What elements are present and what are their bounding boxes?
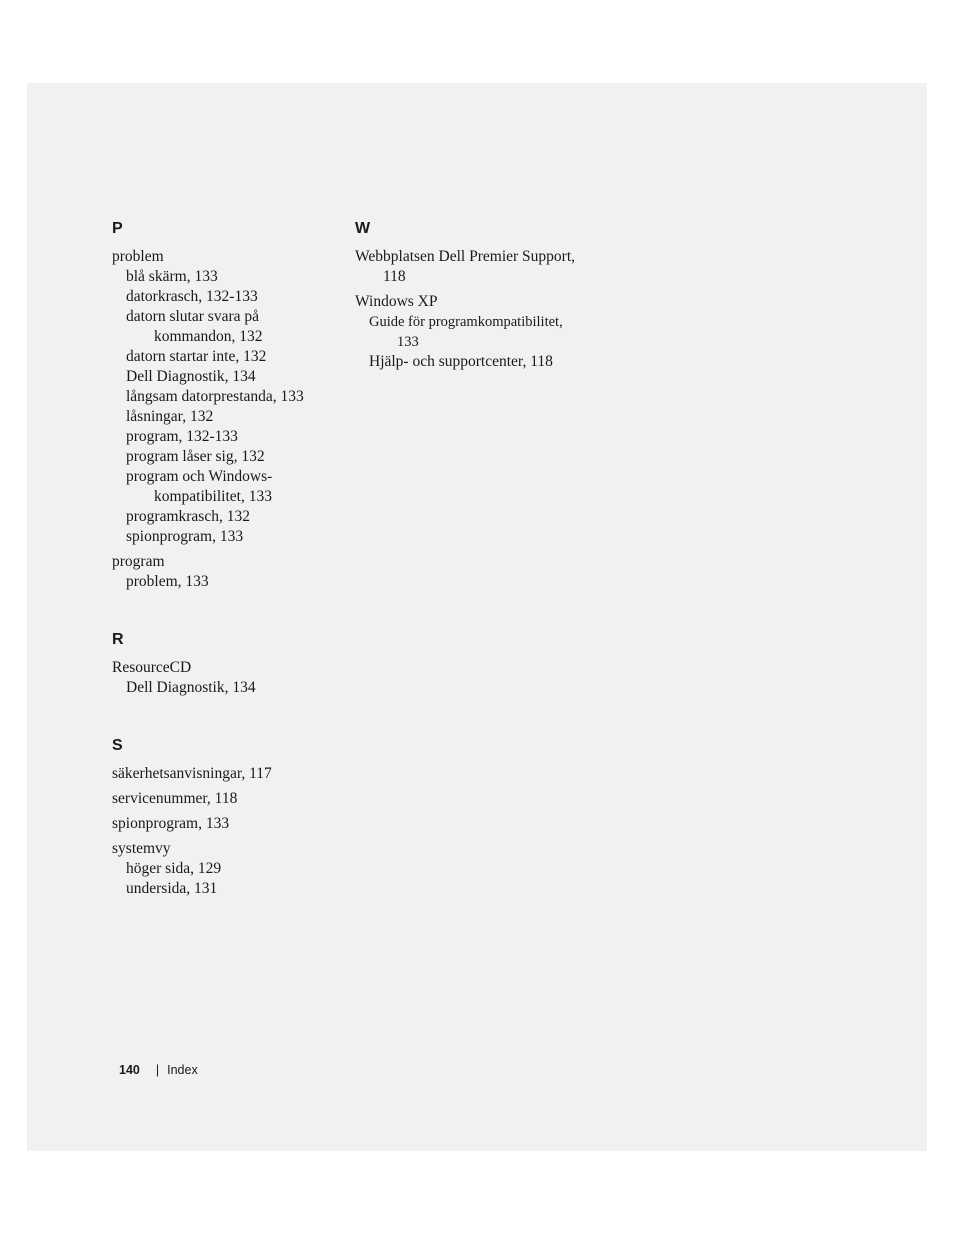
footer-section-title: Index xyxy=(167,1063,198,1077)
index-subentry: blå skärm, 133 xyxy=(126,268,218,285)
index-subentry: datorkrasch, 132-133 xyxy=(126,288,258,305)
index-section-p xyxy=(112,219,342,592)
index-subentry: program låser sig, 132 xyxy=(126,448,265,465)
index-column-right xyxy=(355,219,595,410)
index-subentry: Hjälp- och supportcenter, 118 xyxy=(369,353,553,370)
index-subentry: långsam datorprestanda, 133 xyxy=(126,388,304,405)
index-subentry: problem, 133 xyxy=(126,573,209,590)
index-entry xyxy=(112,789,342,809)
section-letter: S xyxy=(112,737,123,754)
index-entry xyxy=(112,839,342,899)
index-entry xyxy=(112,764,342,784)
index-subentry: programkrasch, 132 xyxy=(126,508,250,525)
index-entry xyxy=(112,658,342,698)
index-subentry: höger sida, 129 xyxy=(126,860,222,877)
section-letter: W xyxy=(355,220,371,237)
index-entry xyxy=(355,292,595,372)
page-footer xyxy=(119,1062,198,1078)
index-term: Windows XP xyxy=(355,293,438,310)
index-term: servicenummer, 118 xyxy=(112,790,238,807)
index-section-r xyxy=(112,630,342,698)
index-entry xyxy=(355,247,595,287)
index-entry xyxy=(112,552,342,592)
index-subentry: Guide för programkompatibilitet, 133 xyxy=(369,314,563,350)
index-page xyxy=(27,83,927,1151)
index-subentry: datorn startar inte, 132 xyxy=(126,348,267,365)
section-letter: R xyxy=(112,631,124,648)
index-entry xyxy=(112,814,342,834)
page-number: 140 xyxy=(119,1063,140,1077)
index-term: spionprogram, 133 xyxy=(112,815,230,832)
index-subentry: program och Windows-kompatibilitet, 133 xyxy=(126,468,273,505)
index-subentry: undersida, 131 xyxy=(126,880,218,897)
section-letter: P xyxy=(112,220,123,237)
index-entry xyxy=(112,247,342,547)
index-subentry: Dell Diagnostik, 134 xyxy=(126,368,256,385)
index-subentry: spionprogram, 133 xyxy=(126,528,244,545)
index-subentry: datorn slutar svara på kommandon, 132 xyxy=(126,308,263,345)
index-term: program xyxy=(112,553,165,570)
index-subentry: program, 132-133 xyxy=(126,428,238,445)
index-term: säkerhetsanvisningar, 117 xyxy=(112,765,272,782)
index-term: Webbplatsen Dell Premier Support, 118 xyxy=(355,248,576,285)
index-subentry: låsningar, 132 xyxy=(126,408,214,425)
index-term: ResourceCD xyxy=(112,659,192,676)
index-section-w xyxy=(355,219,595,372)
index-subentry: Dell Diagnostik, 134 xyxy=(126,679,256,696)
index-term: systemvy xyxy=(112,840,171,857)
index-term: problem xyxy=(112,248,164,265)
index-section-s xyxy=(112,736,342,899)
footer-separator: | xyxy=(155,1063,160,1077)
index-column-left xyxy=(112,219,342,937)
